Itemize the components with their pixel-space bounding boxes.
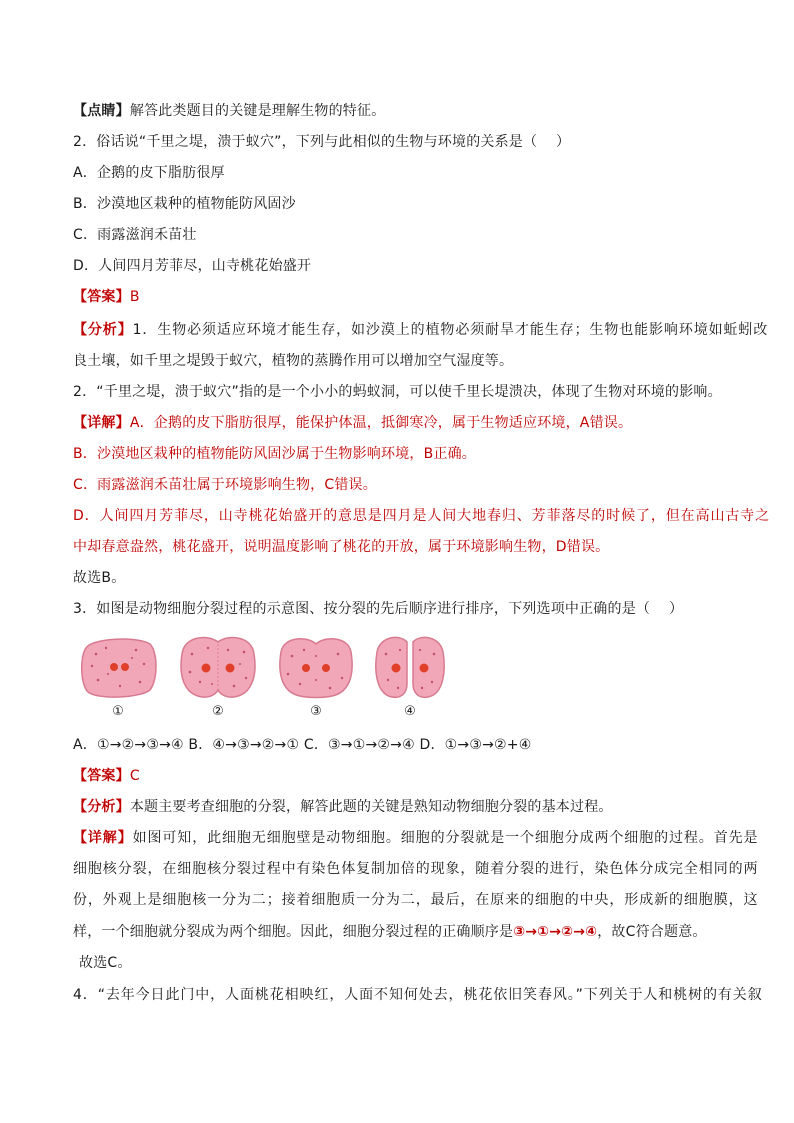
option-a: A．企鹅的皮下脂肪很厚 (73, 165, 225, 181)
analysis-2-line-3: 2．“千里之堤，溃于蚁穴”指的是一个小小的蚂蚁洞，可以使千里长堤溃决，体现了生物对环境的影响。 (73, 384, 722, 400)
question-3-options: A．①→②→③→④ B．④→③→②→① C．③→①→②→④ D．①→③→②+④ (73, 737, 532, 753)
detail-3-line-2: 细胞核分裂，在细胞核分裂过程中有染色体复制加倍的现象，随着分裂的进行，染色体分成完全相同的两 (73, 861, 759, 877)
analysis-3: 【分析】本题主要考查细胞的分裂，解答此题的关键是熟知动物细胞分裂的基本过程。 (73, 799, 613, 815)
conclusion-2: 故选B。 (73, 570, 126, 586)
detail-2-line-2: B．沙漠地区栽种的植物能防风固沙属于生物影响环境，B正确。 (73, 446, 477, 462)
option-d: D．人间四月芳菲尽，山寺桃花始盛开 (73, 258, 312, 274)
answer-3: 【答案】C (73, 768, 140, 784)
cell-4-image (370, 634, 450, 700)
cell-2-label: ② (212, 704, 224, 719)
detail-3-line-1: 【详解】如图可知，此细胞无细胞壁是动物细胞。细胞的分裂就是一个细胞分成两个细胞的过程。首先是 (73, 830, 759, 846)
cell-2-image (178, 634, 258, 700)
answer-2: 【答案】B (73, 289, 140, 305)
question-4: 4．“去年今日此门中，人面桃花相映红，人面不知何处去，桃花依旧笑春风。”下列关于人和桃树的有关叙 (73, 987, 763, 1003)
detail-2-line-1: 【详解】A．企鹅的皮下脂肪很厚，能保护体温，抵御寒冷，属于生物适应环境，A错误。 (73, 415, 633, 431)
question-3: 3．如图是动物细胞分裂过程的示意图、按分裂的先后顺序进行排序，下列选项中正确的是（ ） (73, 601, 684, 617)
conclusion-3: 故选C。 (79, 955, 132, 971)
cell-4-label: ④ (404, 704, 416, 719)
cell-3-label: ③ (310, 704, 322, 719)
detail-3-line-4: 样，一个细胞就分裂成为两个细胞。因此，细胞分裂过程的正确顺序是③→①→②→④，故C符合题意。 (73, 924, 707, 940)
detail-2-line-3: C．雨露滋润禾苗壮属于环境影响生物，C错误。 (73, 477, 377, 493)
option-c: C．雨露滋润禾苗壮 (73, 227, 197, 243)
cell-3-image (276, 634, 356, 700)
analysis-2-line-2: 良土壤，如千里之堤毁于蚁穴，植物的蒸腾作用可以增加空气湿度等。 (73, 353, 514, 369)
cell-1-image (78, 634, 158, 700)
detail-2-line-5: 中却春意盎然，桃花盛开，说明温度影响了桃花的开放，属于环境影响生物，D错误。 (73, 539, 610, 555)
option-b: B．沙漠地区栽种的植物能防风固沙 (73, 196, 296, 212)
detail-3-line-3: 份，外观上是细胞核一分为二；接着细胞质一分为二，最后，在原来的细胞的中央，形成新的细胞膜，这 (73, 892, 759, 908)
cell-1-label: ① (112, 704, 124, 719)
analysis-2-line-1: 【分析】1．生物必须适应环境才能生存，如沙漠上的植物必须耐旱才能生存；生物也能影响环境如蚯蚓改 (73, 322, 769, 338)
tip-line: 【点睛】解答此类题目的关键是理解生物的特征。 (73, 103, 386, 119)
detail-2-line-4: D．人间四月芳菲尽，山寺桃花始盛开的意思是四月是人间大地春归、芳菲落尽的时候了，但在高山古寺之 (73, 508, 771, 524)
question-2: 2．俗话说“千里之堤，溃于蚁穴”，下列与此相似的生物与环境的关系是（ ） (73, 134, 571, 150)
cell-division-figure (78, 634, 498, 724)
